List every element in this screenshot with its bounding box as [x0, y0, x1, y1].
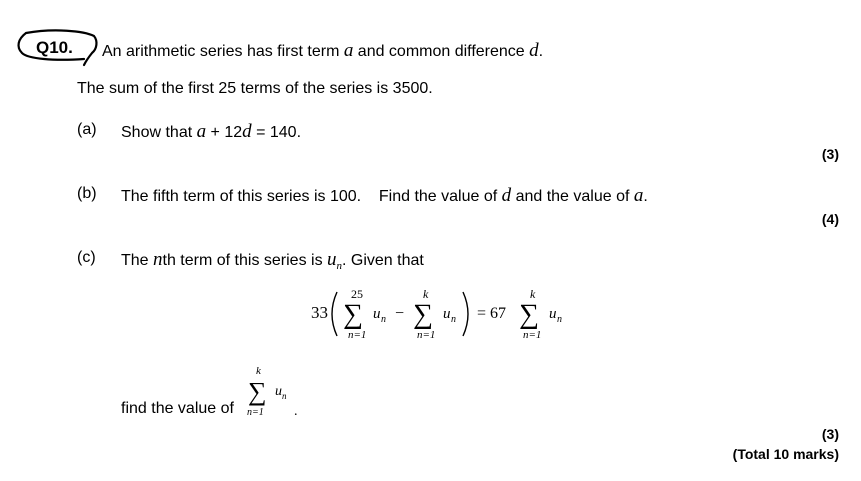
var-a: a: [343, 40, 354, 61]
sum1-term-subscript: n: [381, 314, 386, 325]
part-b-marks: (4): [821, 211, 839, 227]
part-b-text-3: .: [643, 188, 648, 205]
question-number: Q10.: [36, 38, 73, 57]
eq-minus: −: [395, 305, 405, 322]
part-b-label: (b): [77, 185, 97, 202]
find-value-text: find the value of: [121, 400, 234, 417]
part-c-text-3: . Given that: [342, 252, 424, 269]
sum3-lower-limit: n=1: [523, 329, 542, 341]
var-a: a: [196, 121, 207, 142]
total-marks: (Total 10 marks): [732, 446, 839, 462]
part-c-label: (c): [77, 249, 96, 266]
find-sum-upper-limit: k: [256, 365, 261, 377]
find-sum-term-subscript: n: [282, 391, 287, 401]
var-d: d: [529, 40, 539, 61]
sum2-sigma-icon: ∑: [413, 299, 433, 330]
left-paren: [332, 292, 337, 336]
var-n: n: [153, 249, 163, 270]
sum3-upper-limit: k: [530, 287, 536, 301]
sum3-term: u: [549, 306, 557, 322]
sum1-term: u: [373, 306, 381, 322]
sum3-sigma-icon: ∑: [519, 299, 539, 330]
var-u: u: [327, 249, 337, 270]
find-summation: [244, 362, 308, 420]
sum2-lower-limit: n=1: [417, 329, 436, 341]
var-d: d: [501, 185, 512, 206]
eq-coefficient-33: 33: [311, 303, 328, 322]
find-sum-lower-limit: n=1: [247, 407, 264, 418]
part-c-marks: (3): [821, 426, 839, 442]
part-c-text-2: th term of this series is: [162, 252, 328, 269]
var-d: d: [242, 121, 252, 142]
sum2-upper-limit: k: [423, 287, 429, 301]
part-b-text-2: and the value of: [511, 188, 634, 205]
sum2-term: u: [443, 306, 451, 322]
summation-equation: [305, 280, 585, 344]
intro-text-3: .: [538, 43, 544, 60]
var-a: a: [633, 185, 644, 206]
part-a-text: [121, 121, 301, 143]
part-a-text-2: + 12: [206, 124, 243, 141]
var-u-subscript: n: [336, 260, 343, 273]
part-b-text-1: The fifth term of this series is 100. Find the value of: [121, 188, 502, 205]
question-intro: [102, 40, 543, 62]
part-a-label: (a): [77, 121, 97, 138]
sum1-sigma-icon: ∑: [343, 299, 363, 330]
intro-text-2: and common difference: [353, 43, 530, 60]
intro-text-1: An arithmetic series has first term: [102, 43, 344, 60]
part-c-text: [121, 249, 424, 272]
part-a-text-1: Show that: [121, 124, 197, 141]
part-b-text: [121, 185, 648, 207]
sum-statement: The sum of the first 25 terms of the series is 3500.: [77, 80, 433, 97]
find-sum-term: u: [275, 384, 282, 399]
sum3-term-subscript: n: [557, 314, 562, 325]
eq-equals-67: = 67: [477, 305, 507, 322]
sum1-lower-limit: n=1: [348, 329, 367, 341]
right-paren: [463, 292, 468, 336]
find-sum-sigma-icon: ∑: [248, 377, 267, 406]
sum1-upper-limit: 25: [351, 287, 363, 301]
part-a-text-3: = 140.: [251, 124, 302, 141]
find-sum-period: .: [294, 404, 298, 419]
part-c-text-1: The: [121, 252, 154, 269]
sum2-term-subscript: n: [451, 314, 456, 325]
part-a-marks: (3): [821, 146, 839, 162]
